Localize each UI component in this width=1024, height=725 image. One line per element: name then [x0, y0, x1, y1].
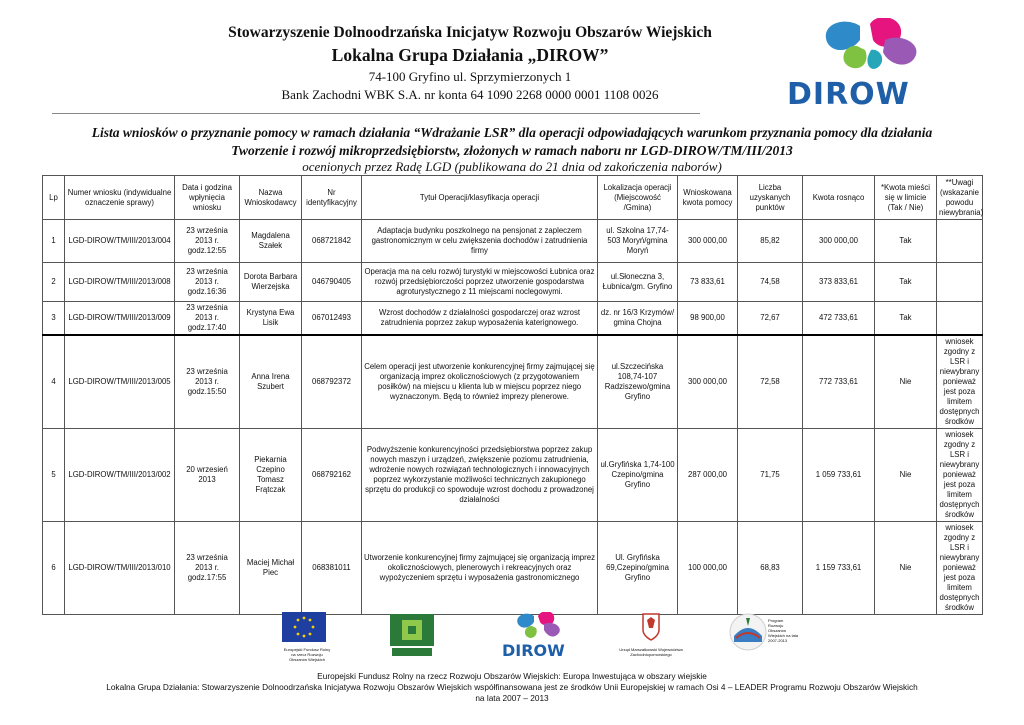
- cell-punkty: 85,82: [738, 220, 803, 263]
- cell-nr: 068792162: [302, 429, 362, 522]
- table-row: [43, 263, 983, 302]
- cell-narosnaco: 373 833,61: [803, 263, 875, 302]
- cell-punkty: 71,75: [738, 429, 803, 522]
- cell-data: 20 wrzesień 2013: [175, 429, 240, 522]
- svg-text:DIROW: DIROW: [787, 77, 910, 110]
- cell-narosnaco: 1 159 733,61: [803, 522, 875, 615]
- table-row: [43, 220, 983, 263]
- col-narosnaco: Kwota rosnąco: [803, 176, 875, 220]
- cell-kwota: 300 000,00: [678, 335, 738, 429]
- cell-nazwa: Maciej Michał Piec: [240, 522, 302, 615]
- cell-tytul: Podwyższenie konkurencyjności przedsiębiorstwa poprzez zakup nowych maszyn i urządzeń, zwiększenie poziomu zatrudnienia, wdrożenie nowych rozwiązań technologicznych i innowacyjnych poprzez wykorzystanie możliwości technicznych zakupionego sprzętu do produkcji co spowoduje wzrost dochodu z prowadzonej działalności: [362, 429, 598, 522]
- footer-line-3: na lata 2007 – 2013: [475, 693, 549, 703]
- cell-lokalizacja: ul.Gryfińska 1,74-100 Czepino/gmina Gryfino: [598, 429, 678, 522]
- address: 74-100 Gryfino ul. Sprzymierzonych 1: [368, 69, 572, 84]
- cell-uwagi: [937, 302, 983, 336]
- cell-nazwa: Magdalena Szałek: [240, 220, 302, 263]
- eu-flag-icon: [282, 612, 326, 642]
- cell-lp: 1: [43, 220, 65, 263]
- col-lokalizacja: Lokalizacja operacji (Miejscowość /Gmina): [598, 176, 678, 220]
- cell-lokalizacja: ul.Słoneczna 3, Łubnica/gm. Gryfino: [598, 263, 678, 302]
- sponsor-logos: [0, 612, 1024, 672]
- eu-flag-logo: [282, 612, 332, 662]
- cell-lp: 2: [43, 263, 65, 302]
- cell-nr: 068381011: [302, 522, 362, 615]
- cell-lp: 6: [43, 522, 65, 615]
- griffin-crest-icon: [612, 612, 690, 642]
- cell-kwota: 98 900,00: [678, 302, 738, 336]
- cell-punkty: 72,67: [738, 302, 803, 336]
- prow-emblem-icon: [728, 612, 768, 652]
- col-punkty: Liczba uzyskanych punktów: [738, 176, 803, 220]
- list-title: Lista wniosków o przyznanie pomocy w ramach działania “Wdrażanie LSR” dla operacji odpowiadających warunkom przyznania pomocy dla działania: [91, 125, 933, 140]
- list-title-line2: Tworzenie i rozwój mikroprzedsiębiorstw, złożonych w ramach naboru nr LGD-DIROW/TM/III/2013: [231, 143, 793, 158]
- eu-fund-label: Europejski Fundusz Rolny na rzecz Rozwoju Obszarów Wiejskich: [283, 647, 331, 662]
- cell-tytul: Utworzenie konkurencyjnej firmy zajmującej się organizacją imprez okolicznościowych, plenerowych i rekreacyjnych oraz wypożyczeniem sprzętu i wyposażenia gastronomicznego: [362, 522, 598, 615]
- cell-uwagi: wniosek zgodny z LSR i niewybrany ponieważ jest poza limitem dostępnych środków: [937, 429, 983, 522]
- cell-narosnaco: 472 733,61: [803, 302, 875, 336]
- cell-punkty: 74,58: [738, 263, 803, 302]
- cell-data: 23 września 2013 r. godz.17:40: [175, 302, 240, 336]
- col-lp: Lp: [43, 176, 65, 220]
- cell-nazwa: Anna Irena Szubert: [240, 335, 302, 429]
- cell-kwota: 287 000,00: [678, 429, 738, 522]
- applications-table: [42, 175, 983, 615]
- lgd-name: Lokalna Grupa Działania „DIROW”: [331, 45, 609, 65]
- cell-nr: 068721842: [302, 220, 362, 263]
- cell-data: 23 września 2013 r. godz.15:50: [175, 335, 240, 429]
- col-data: Data i godzina wpłynięcia wniosku: [175, 176, 240, 220]
- cell-limit: Nie: [875, 335, 937, 429]
- leader-logo: [390, 614, 434, 663]
- col-tytul: Tytuł Operacji/klasyfikacja operacji: [362, 176, 598, 220]
- cell-lp: 5: [43, 429, 65, 522]
- cell-narosnaco: 300 000,00: [803, 220, 875, 263]
- dirow-flower-icon: [500, 612, 576, 660]
- table-row: [43, 429, 983, 522]
- svg-text:DIROW: DIROW: [502, 641, 565, 660]
- cell-nazwa: Dorota Barbara Wierzejska: [240, 263, 302, 302]
- cell-data: 23 września 2013 r. godz.12:55: [175, 220, 240, 263]
- cell-nr: 067012493: [302, 302, 362, 336]
- col-kwota: Wnioskowana kwota pomocy: [678, 176, 738, 220]
- cell-tytul: Operacja ma na celu rozwój turystyki w miejscowości Łubnica oraz rozwój przedsiębiorczości poprzez utworzenie gospodarstwa agroturystycznego z 11 miejscami noclegowymi.: [362, 263, 598, 302]
- cell-numer: LGD-DIROW/TM/III/2013/002: [65, 429, 175, 522]
- cell-lp: 4: [43, 335, 65, 429]
- cell-numer: LGD-DIROW/TM/III/2013/008: [65, 263, 175, 302]
- table-row: [43, 335, 983, 429]
- cell-lokalizacja: dz. nr 16/3 Krzymów/ gmina Chojna: [598, 302, 678, 336]
- col-limit: *Kwota mieści się w limicie (Tak / Nie): [875, 176, 937, 220]
- cell-limit: Tak: [875, 220, 937, 263]
- cell-uwagi: wniosek zgodny z LSR i niewybrany ponieważ jest poza limitem dostępnych środków: [937, 335, 983, 429]
- col-numer: Numer wniosku (indywidualne oznaczenie sprawy): [65, 176, 175, 220]
- cell-punkty: 72,58: [738, 335, 803, 429]
- cell-lokalizacja: Ul. Gryfińska 69,Czepino/gmina Gryfino: [598, 522, 678, 615]
- cell-limit: Nie: [875, 522, 937, 615]
- col-uwagi: **Uwagi (wskazanie powodu niewybrania): [937, 176, 983, 220]
- list-subtitle: ocenionych przez Radę LGD (publikowana do 21 dnia od zakończenia naborów): [302, 159, 722, 174]
- footer-line-1: Europejski Fundusz Rolny na rzecz Rozwoju Obszarów Wiejskich: Europa Inwestująca w obszary wiejskie: [317, 671, 707, 681]
- footer-line-2: Lokalna Grupa Działania: Stowarzyszenie Dolnoodrzańska Inicjatywa Rozwoju Obszarów Wiejskich współfinansowana jest ze środków Unii Europejskiej w ramach Osi 4 – LEADER Programu Rozwoju Obszarów Wiejskich: [106, 682, 918, 692]
- cell-kwota: 300 000,00: [678, 220, 738, 263]
- cell-kwota: 73 833,61: [678, 263, 738, 302]
- cell-tytul: Adaptacja budynku poszkolnego na pensjonat z zapleczem gastronomicznym w celu zwiększenia dochodów i zatrudnienia firmy: [362, 220, 598, 263]
- prow-logo: [728, 612, 800, 657]
- cell-numer: LGD-DIROW/TM/III/2013/004: [65, 220, 175, 263]
- table-row: [43, 522, 983, 615]
- header-separator: [52, 113, 700, 114]
- bank-account: Bank Zachodni WBK S.A. nr konta 64 1090 2268 0000 0001 1108 0026: [281, 87, 659, 102]
- cell-punkty: 68,83: [738, 522, 803, 615]
- cell-kwota: 100 000,00: [678, 522, 738, 615]
- col-nazwa: Nazwa Wnioskodawcy: [240, 176, 302, 220]
- cell-lokalizacja: ul.Szczecińska 108,74-107 Radziszewo/gmina Gryfino: [598, 335, 678, 429]
- cell-numer: LGD-DIROW/TM/III/2013/005: [65, 335, 175, 429]
- org-name: Stowarzyszenie Dolnoodrzańska Inicjatyw Rozwoju Obszarów Wiejskich: [228, 24, 712, 41]
- cell-uwagi: [937, 220, 983, 263]
- urzad-label: Urząd Marszałkowski Województwa Zachodniopomorskiego: [619, 647, 683, 657]
- dirow-logo-icon: [785, 18, 960, 110]
- leader-icon: [390, 614, 434, 658]
- cell-numer: LGD-DIROW/TM/III/2013/010: [65, 522, 175, 615]
- cell-tytul: Celem operacji jest utworzenie konkurencyjnej firmy zajmującej się organizacją imprez okolicznościowych (z przygotowaniem posiłków) na miejscu u klienta lub w miejscu poprzez niego wyznaczonym. Będą to również imprezy plenerowe.: [362, 335, 598, 429]
- cell-narosnaco: 772 733,61: [803, 335, 875, 429]
- cell-uwagi: wniosek zgodny z LSR i niewybrany ponieważ jest poza limitem dostępnych środków: [937, 522, 983, 615]
- cell-tytul: Wzrost dochodów z działalności gospodarczej oraz wzrost zatrudnienia poprzez zakup wyposażenia katerignowego.: [362, 302, 598, 336]
- dirow-small-logo: [500, 612, 576, 665]
- cell-limit: Tak: [875, 302, 937, 336]
- cell-limit: Tak: [875, 263, 937, 302]
- cell-nazwa: Krystyna Ewa Lisik: [240, 302, 302, 336]
- table-row: [43, 302, 983, 336]
- cell-narosnaco: 1 059 733,61: [803, 429, 875, 522]
- cell-nr: 046790405: [302, 263, 362, 302]
- urzad-logo: [612, 612, 690, 657]
- prow-label: Program Rozwoju Obszarów Wiejskich na lata 2007-2013: [768, 618, 799, 643]
- table-header-row: [43, 176, 983, 220]
- cell-lokalizacja: ul. Szkolna 17,74-503 Moryń/gmina Moryń: [598, 220, 678, 263]
- cell-limit: Nie: [875, 429, 937, 522]
- col-nr: Nr identyfikacyjny: [302, 176, 362, 220]
- cell-nazwa: Piekarnia Czepino Tomasz Frątczak: [240, 429, 302, 522]
- cell-data: 23 września 2013 r. godz.17:55: [175, 522, 240, 615]
- cell-nr: 068792372: [302, 335, 362, 429]
- cell-lp: 3: [43, 302, 65, 336]
- cell-numer: LGD-DIROW/TM/III/2013/009: [65, 302, 175, 336]
- cell-data: 23 września 2013 r. godz.16:36: [175, 263, 240, 302]
- cell-uwagi: [937, 263, 983, 302]
